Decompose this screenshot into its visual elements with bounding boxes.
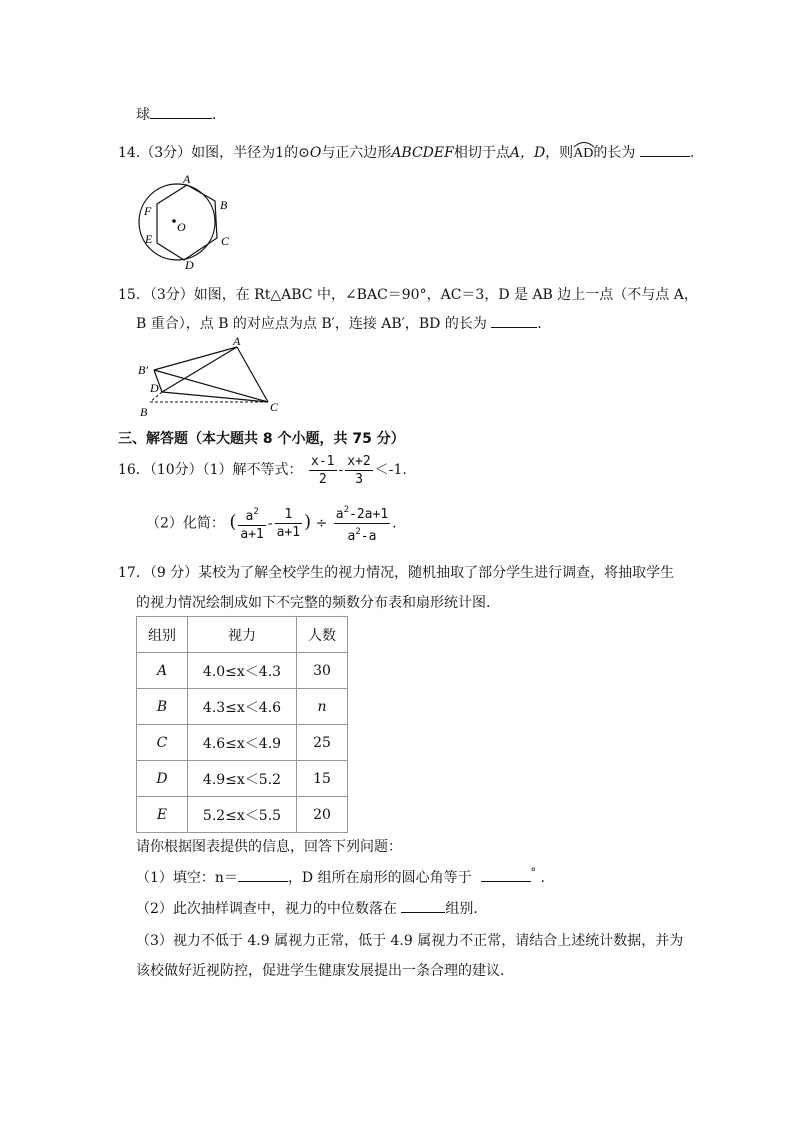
- header-vision: 视力: [188, 617, 297, 653]
- question-15-line2: [136, 313, 542, 333]
- label-a: A: [233, 334, 241, 348]
- carry-line: [136, 104, 216, 124]
- period: .: [689, 145, 695, 161]
- table-row: [137, 725, 348, 761]
- divide-sign: ÷: [315, 515, 328, 532]
- sub2-text-b: 组别.: [445, 901, 478, 917]
- center-dot: [172, 219, 176, 223]
- q17-sub3-line1: （3）视力不低于 4.9 属视力正常，低于 4.9 属视力不正常，请结合上述统计数据，并为: [136, 933, 684, 949]
- fraction-1: [309, 453, 336, 488]
- label-f: F: [144, 204, 152, 218]
- label-c: C: [221, 234, 230, 248]
- q15-line1: 如图，在 Rt△ABC 中，∠BAC＝90°，AC＝3，D 是 AB 边上一点（不与点 A，: [193, 287, 698, 303]
- segment-bprime-a: [154, 347, 237, 370]
- cell-count: 30: [297, 653, 348, 689]
- q14-text-e: 的长为: [593, 145, 636, 161]
- fraction-3: [238, 504, 265, 543]
- vision-table: [136, 616, 348, 833]
- segment-d-a: [162, 347, 237, 392]
- period: .: [402, 462, 407, 478]
- label-e: E: [145, 232, 153, 246]
- cell-count: n: [297, 689, 348, 725]
- label-bprime: B′: [138, 363, 148, 377]
- cell-group: C: [137, 725, 188, 761]
- frac2-denominator: 3: [355, 471, 363, 487]
- sub1-text-a: （1）填空：n＝: [136, 870, 238, 886]
- fraction-2: [345, 453, 372, 488]
- header-count: 人数: [297, 617, 348, 653]
- q16-part1-label: （1）解不等式：: [202, 462, 303, 478]
- cell-group: E: [137, 797, 188, 833]
- minus-sign: -: [338, 462, 344, 478]
- tangent-points: A，D: [509, 145, 546, 161]
- paren-close: ): [304, 511, 312, 533]
- label-b: B: [220, 198, 228, 212]
- table-row: [137, 797, 348, 833]
- table-row: [137, 761, 348, 797]
- header-group: 组别: [137, 617, 188, 653]
- sub1-text-b: ，D 组所在扇形的圆心角等于: [287, 870, 472, 886]
- period: .: [537, 316, 542, 332]
- cell-range: 4.3≤x＜4.6: [188, 689, 297, 725]
- q15-answer-blank[interactable]: [491, 313, 537, 328]
- cell-count: 20: [297, 797, 348, 833]
- arc-ad: [573, 146, 593, 162]
- carry-text: 球: [136, 107, 150, 123]
- cell-count: 25: [297, 725, 348, 761]
- fraction-5: [334, 502, 390, 545]
- q14-answer-blank[interactable]: [640, 142, 690, 157]
- q14-text-b: 与正六边形: [321, 145, 392, 161]
- cell-count: 15: [297, 761, 348, 797]
- frac5-numerator: $a^2-2a+1$: [334, 502, 390, 524]
- frac5-denominator: $a^2-a$: [347, 527, 377, 544]
- cell-range: 4.0≤x＜4.3: [188, 653, 297, 689]
- q15-line2: B 重合），点 B 的对应点为点 B′，连接 AB′，BD 的长为: [136, 316, 487, 332]
- degree-sign: °: [530, 866, 537, 879]
- q17-sub1: [136, 866, 545, 887]
- hexagon-abcdef: [157, 185, 217, 260]
- relation: ＜-1: [374, 462, 403, 478]
- q17-number: 17．（9 分）: [118, 565, 199, 581]
- period: .: [540, 870, 545, 886]
- question-17-line1: [118, 562, 674, 582]
- question-16-part2: [146, 502, 397, 545]
- question-17-line2: 的视力情况绘制成如下不完整的频数分布表和扇形统计图.: [136, 595, 491, 611]
- frac2-numerator: x+2: [347, 453, 371, 469]
- label-o: O: [177, 220, 186, 234]
- arc-mark-icon: [572, 140, 596, 148]
- q14-number: 14.（3分）: [118, 145, 192, 161]
- q14-figure: [130, 168, 240, 274]
- section-3-title: 三、解答题（本大题共 8 个小题，共 75 分）: [118, 431, 405, 447]
- frac1-numerator: x-1: [311, 453, 335, 469]
- label-d: D: [185, 258, 194, 272]
- frac1-denominator: 2: [318, 471, 327, 487]
- q14-text-a: 如图，半径为1的: [191, 145, 299, 161]
- frac4-numerator: 1: [275, 506, 302, 524]
- q17-sub3-line2: 该校做好近视防控，促进学生健康发展提出一条合理的建议.: [136, 963, 505, 979]
- segment-a-c: [237, 347, 268, 402]
- label-b: B: [140, 405, 148, 419]
- label-a: A: [183, 172, 191, 186]
- table-row: [137, 689, 348, 725]
- q17-sub2: [136, 898, 478, 918]
- period: .: [212, 107, 217, 123]
- label-d: D: [150, 381, 159, 395]
- fraction-4: [275, 506, 302, 541]
- answer-blank[interactable]: [150, 104, 212, 119]
- cell-group: B: [137, 689, 188, 725]
- q14-text-c: 相切于点: [453, 145, 510, 161]
- q15-figure: [134, 334, 294, 420]
- circle-symbol: ⊙: [298, 145, 310, 161]
- sub2-text-a: （2）此次抽样调查中，视力的中位数落在: [136, 901, 397, 917]
- paren-open: (: [229, 511, 237, 533]
- frac3-denominator: a+1: [240, 527, 264, 542]
- circle-name: O: [309, 145, 322, 161]
- table-row: [137, 653, 348, 689]
- label-c: C: [270, 400, 279, 414]
- group-answer-blank[interactable]: [401, 898, 445, 913]
- question-15: [118, 284, 698, 304]
- q16-part2-label: （2）化简：: [146, 515, 225, 532]
- frac4-denominator: a+1: [276, 525, 301, 540]
- arc-label: AD: [573, 146, 594, 161]
- cell-group: D: [137, 761, 188, 797]
- q17-line1: 某校为了解全校学生的视力情况，随机抽取了部分学生进行调查，将抽取学生: [198, 565, 675, 581]
- cell-range: 4.9≤x＜5.2: [188, 761, 297, 797]
- frac3-numerator: $a^2$: [238, 504, 265, 526]
- minus-sign: -: [267, 515, 273, 532]
- table-header-row: [137, 617, 348, 653]
- cell-range: 4.6≤x＜4.9: [188, 725, 297, 761]
- angle-answer-blank[interactable]: [481, 867, 531, 882]
- cell-range: 5.2≤x＜5.5: [188, 797, 297, 833]
- cell-group: A: [137, 653, 188, 689]
- q17-prompt: 请你根据图表提供的信息，回答下列问题：: [136, 839, 402, 855]
- question-16-part1: [118, 452, 407, 488]
- question-14: [118, 142, 694, 162]
- period: .: [392, 515, 397, 532]
- q15-number: 15．（3分）: [118, 287, 194, 303]
- n-answer-blank[interactable]: [238, 867, 288, 882]
- q16-number: 16．（10分）: [118, 462, 203, 478]
- q14-text-d: ，则: [545, 145, 574, 161]
- hexagon-name: ABCDEF: [391, 145, 454, 161]
